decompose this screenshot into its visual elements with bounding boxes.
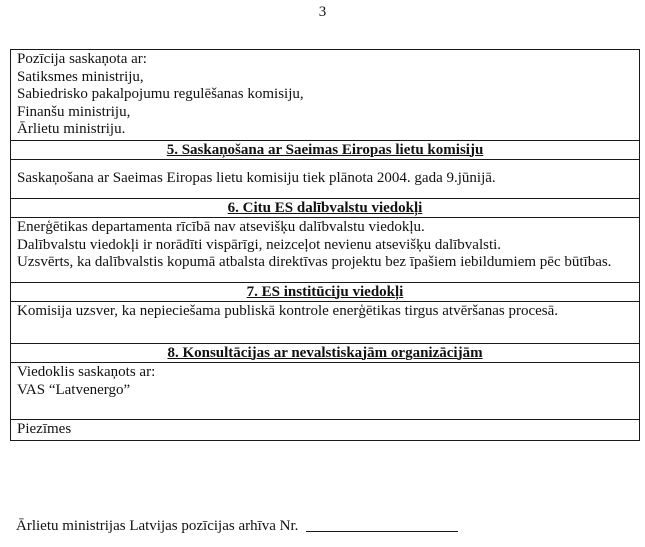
section7-heading: 7. ES institūciju viedokļi [11,282,640,302]
section8-org: VAS “Latvenergo” [17,381,131,398]
section6-body-row [11,218,640,283]
section7-heading-row [11,282,640,302]
archive-number-line [16,518,458,535]
notes-cell: Piezīmes [11,420,640,441]
section5-body-row [11,160,640,199]
section8-intro: Viedoklis saskaņots ar: [17,364,156,380]
section8-body-row [11,363,640,420]
section5-heading-row [11,140,640,160]
archive-number-blank [306,530,458,532]
coordination-ministry: Finanšu ministriju, [17,103,131,120]
coordination-row [11,50,640,141]
section7-body: Komisija uzsver, ka nepieciešama publiskā kontrole enerģētikas tirgus atvēršanas procesā. [11,302,640,344]
section8-body [11,363,640,420]
section8-heading-row [11,343,640,363]
section6-line: Dalībvalstu viedokļi ir norādīti vispārīgi, neizceļot nevienu atsevišķu dalībvalsti. [17,236,502,253]
notes-row [11,420,640,441]
archive-label: Ārlietu ministrijas Latvijas pozīcijas arhīva Nr. [16,518,299,534]
section6-heading-row [11,198,640,218]
section8-heading: 8. Konsultācijas ar nevalstiskajām organizācijām [11,343,640,363]
section7-body-row [11,302,640,344]
section5-heading: 5. Saskaņošana ar Saeimas Eiropas lietu komisiju [11,140,640,160]
coordination-ministry: Sabiedrisko pakalpojumu regulēšanas komisiju, [17,86,304,102]
section6-heading: 6. Citu ES dalībvalstu viedokļi [11,198,640,218]
page-number: 3 [318,4,327,20]
coordination-cell [11,50,640,141]
position-table [10,49,640,441]
section6-line: Enerģētikas departamenta rīcībā nav atsevišķu dalībvalstu viedokļu. [17,219,425,235]
section6-body [11,218,640,283]
section5-body: Saskaņošana ar Saeimas Eiropas lietu komisiju tiek plānota 2004. gada 9.jūnijā. [11,160,640,199]
coordination-ministry: Satiksmes ministriju, [17,68,144,85]
coordination-ministry: Ārlietu ministriju. [17,121,126,137]
coordination-intro: Pozīcija saskaņota ar: [17,51,147,67]
section6-line: Uzsvērts, ka dalībvalstis kopumā atbalsta direktīvas projektu bez īpašiem iebildumiem pēc būtības. [17,254,612,270]
